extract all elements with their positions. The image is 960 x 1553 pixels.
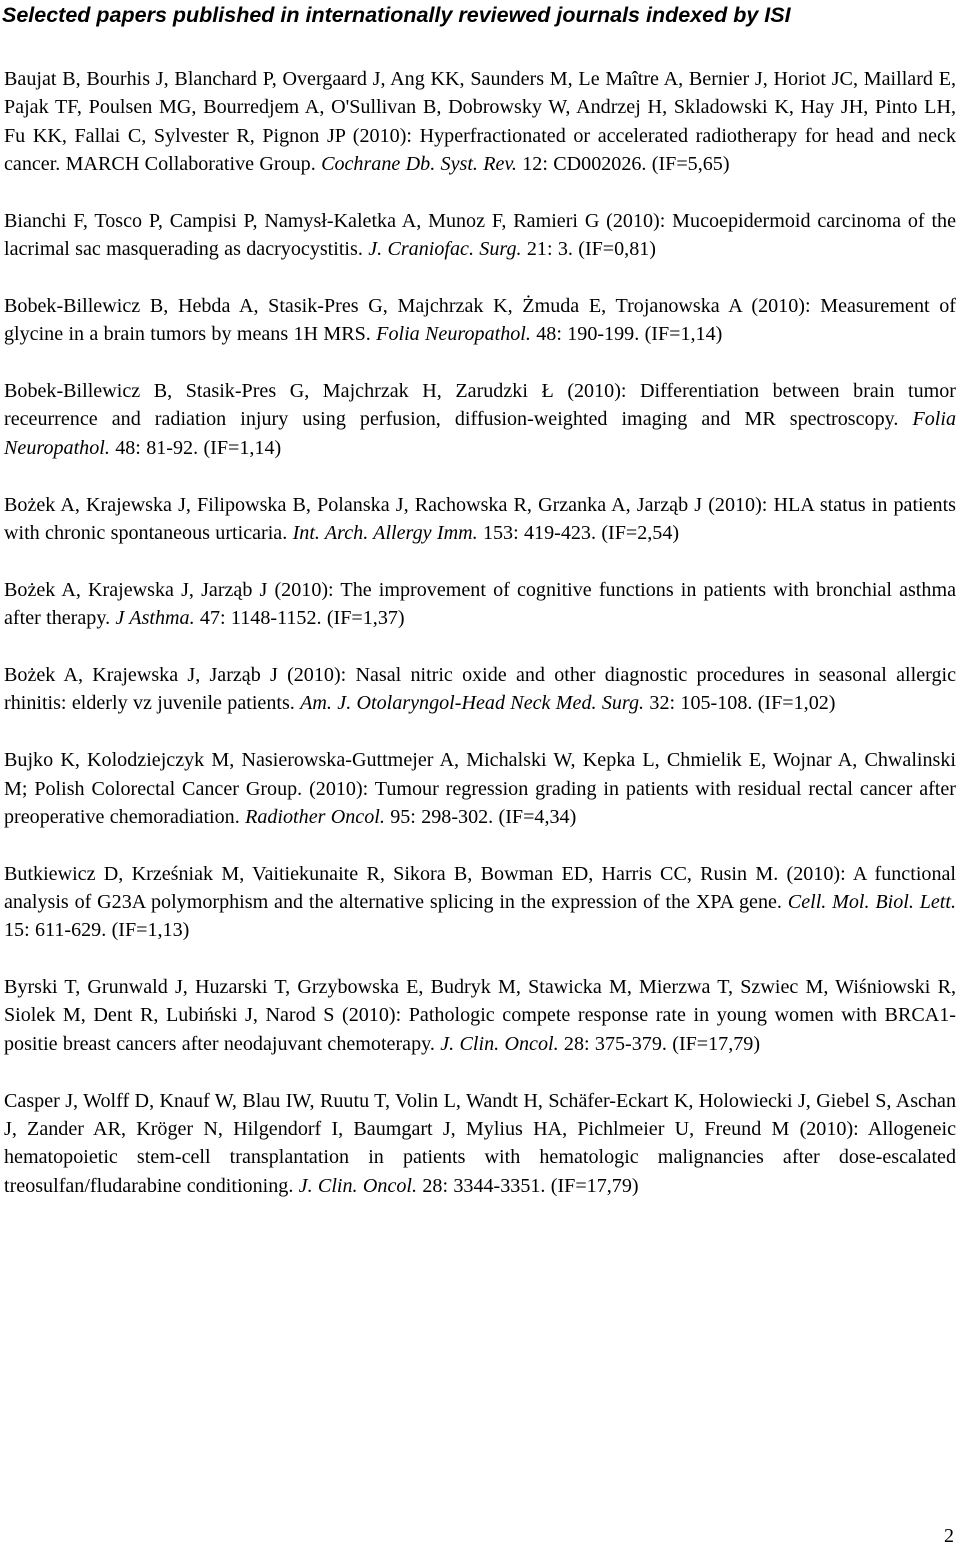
journal-name: Radiother Oncol.	[245, 805, 385, 828]
journal-name: Folia Neuropathol.	[4, 408, 956, 459]
journal-name: Folia Neuropathol.	[376, 323, 531, 346]
volume-pages: 48: 190-199.	[530, 323, 645, 346]
reference-entry	[4, 576, 956, 633]
impact-factor: (IF=5,65)	[651, 152, 730, 175]
journal-name: Am. J. Otolaryngol-Head Neck Med. Surg.	[300, 692, 645, 715]
volume-pages: 28: 375-379.	[558, 1032, 673, 1055]
reference-text: Butkiewicz D, Krześniak M, Vaitiekunaite R, Sikora B, Bowman ED, Harris CC, Rusin M. (2010): A functional analysis of G23A polymorphism and the alternative splicing in the expression of the XPA gene.	[4, 862, 956, 913]
impact-factor: (IF=17,79)	[672, 1032, 761, 1055]
impact-factor: (IF=2,54)	[601, 521, 680, 544]
reference-entry	[4, 1087, 956, 1200]
impact-factor: (IF=0,81)	[578, 238, 656, 261]
journal-name: J Asthma.	[115, 607, 195, 630]
reference-text: Bujko K, Kolodziejczyk M, Nasierowska-Guttmejer A, Michalski W, Kepka L, Chmielik E, Wojnar A, Chwalinski M; Polish Colorectal Cancer Group. (2010): Tumour regression grading in patients with residual rectal cancer after preoperative chemoradiation.	[4, 749, 956, 828]
journal-name: J. Craniofac. Surg.	[368, 238, 522, 261]
reference-entry	[4, 491, 956, 548]
reference-entry	[4, 377, 956, 462]
impact-factor: (IF=1,02)	[757, 692, 836, 715]
reference-entry	[4, 207, 956, 264]
reference-entry	[4, 860, 956, 945]
impact-factor: (IF=1,13)	[111, 919, 190, 942]
impact-factor: (IF=1,14)	[203, 436, 282, 459]
volume-pages: 21: 3.	[521, 238, 579, 261]
volume-pages: 15: 611-629.	[4, 919, 112, 942]
reference-text: Bobek-Billewicz B, Hebda A, Stasik-Pres G, Majchrzak K, Żmuda E, Trojanowska A (2010): Measurement of glycine in a brain tumors by means 1H MRS.	[4, 294, 956, 346]
reference-text: Byrski T, Grunwald J, Huzarski T, Grzybowska E, Budryk M, Stawicka M, Mierzwa T, Szwiec M, Wiśniowski R, Siolek M, Dent R, Lubiński J, Narod S (2010): Pathologic compete response rate in young women with BRCA1-positie breast cancers after neodajuvant chemoterapy.	[4, 976, 956, 1055]
page-heading: Selected papers published in internationally reviewed journals indexed by ISI	[2, 3, 791, 27]
impact-factor: (IF=1,37)	[326, 607, 405, 630]
reference-text: Casper J, Wolff D, Knauf W, Blau IW, Ruutu T, Volin L, Wandt H, Schäfer-Eckart K, Holowiecki J, Giebel S, Aschan J, Zander AR, Kröger N, Hilgendorf I, Baumgart J, Mylius HA, Pichlmeier U, Freund M (2010): Allogeneic hematopoietic stem-cell transplantation in patients with hematologic malignancies after dose-escalated treosulfan/fludarabine conditioning.	[4, 1089, 956, 1197]
volume-pages: 32: 105-108.	[644, 692, 758, 715]
volume-pages: 28: 3344-3351.	[417, 1174, 551, 1197]
reference-entry	[4, 661, 956, 718]
impact-factor: (IF=4,34)	[498, 805, 577, 828]
journal-name: J. Clin. Oncol.	[298, 1174, 418, 1197]
reference-entry	[4, 65, 956, 178]
reference-entry	[4, 746, 956, 831]
volume-pages: 47: 1148-1152.	[194, 607, 327, 630]
reference-text: Bożek A, Krajewska J, Jarząb J (2010): Nasal nitric oxide and other diagnostic procedures in seasonal allergic rhinitis: elderly vz juvenile patients.	[4, 664, 956, 715]
journal-name: J. Clin. Oncol.	[440, 1032, 559, 1055]
reference-text: Bobek-Billewicz B, Stasik-Pres G, Majchrzak H, Zarudzki Ł (2010): Differentiation between brain tumor receurrence and radiation injury using perfusion, diffusion-weighted imaging and MR spectroscopy.	[4, 380, 956, 431]
reference-text: Bożek A, Krajewska J, Filipowska B, Polanska J, Rachowska R, Grzanka A, Jarząb J (2010): HLA status in patients with chronic spontaneous urticaria.	[4, 493, 956, 544]
volume-pages: 12: CD002026.	[516, 152, 652, 175]
volume-pages: 95: 298-302.	[384, 805, 499, 828]
reference-list	[4, 65, 956, 1228]
page-number: 2	[944, 1525, 954, 1547]
impact-factor: (IF=1,14)	[644, 323, 723, 346]
reference-entry	[4, 973, 956, 1058]
volume-pages: 48: 81-92.	[109, 436, 204, 459]
reference-text: Baujat B, Bourhis J, Blanchard P, Overgaard J, Ang KK, Saunders M, Le Maître A, Bernier J, Horiot JC, Maillard E, Pajak TF, Poulsen MG, Bourredjem A, O'Sullivan B, Dobrowsky W, Andrzej H, Skladowski K, Hay JH, Pinto LH, Fu KK, Fallai C, Sylvester R, Pignon JP (2010): Hyperfractionated or accelerated radiotherapy for head and neck cancer. MARCH Collaborative Group.	[4, 68, 956, 175]
journal-name: Int. Arch. Allergy Imm.	[292, 521, 478, 544]
reference-text: Bożek A, Krajewska J, Jarząb J (2010): The improvement of cognitive functions in patients with bronchial asthma after therapy.	[4, 578, 956, 630]
volume-pages: 153: 419-423.	[477, 521, 602, 544]
journal-name: Cochrane Db. Syst. Rev.	[321, 152, 517, 175]
reference-entry	[4, 292, 956, 349]
journal-name: Cell. Mol. Biol. Lett.	[787, 890, 956, 913]
impact-factor: (IF=17,79)	[550, 1174, 639, 1197]
reference-text: Bianchi F, Tosco P, Campisi P, Namysł-Kaletka A, Munoz F, Ramieri G (2010): Mucoepidermoid carcinoma of the lacrimal sac masquerading as dacryocystitis.	[4, 209, 956, 261]
